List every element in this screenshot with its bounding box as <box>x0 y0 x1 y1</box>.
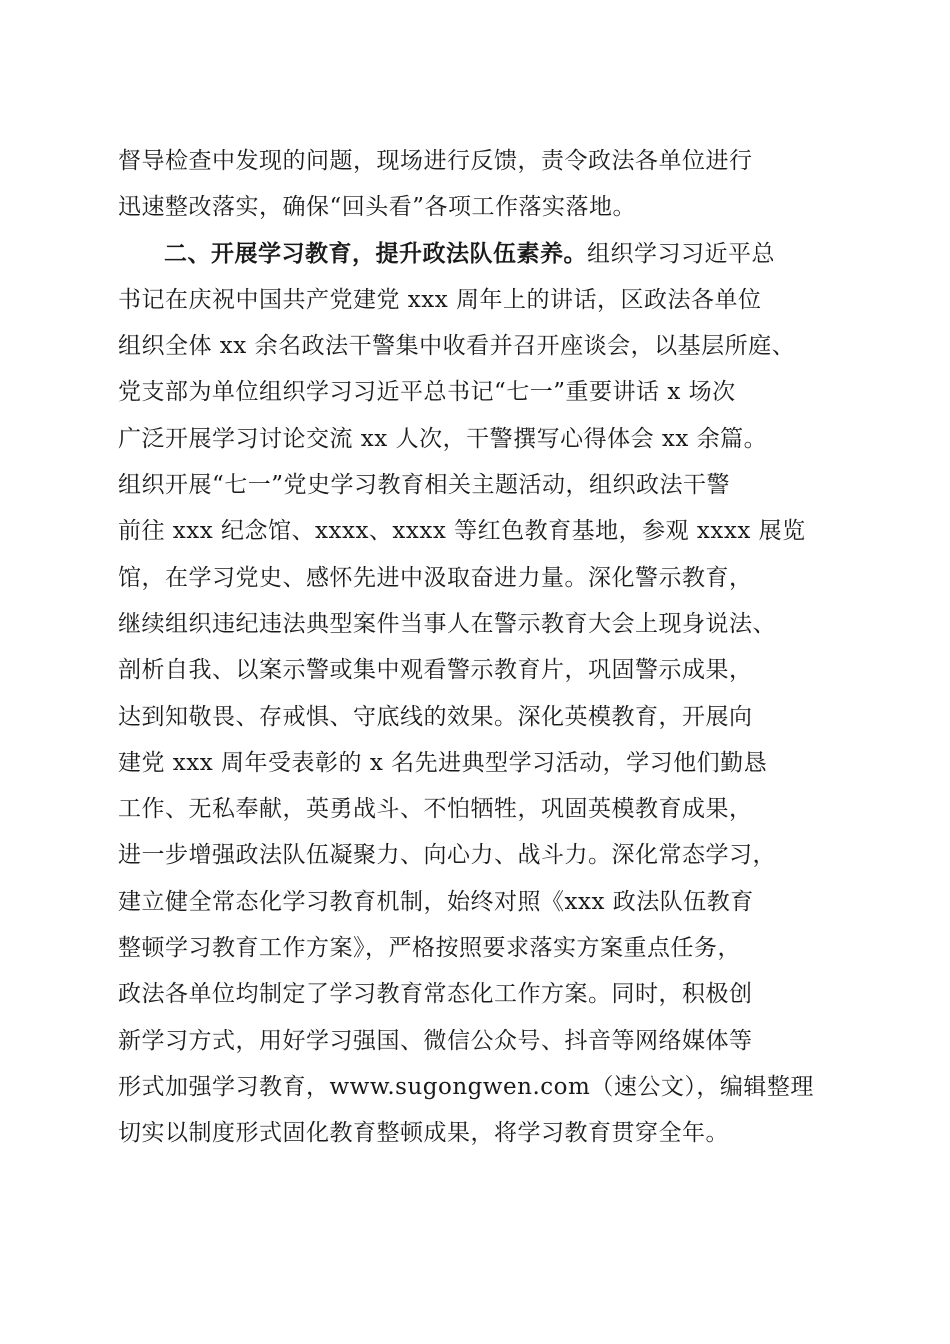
section-first-line <box>118 231 838 277</box>
text-line: 达到知敬畏、存戒惧、守底线的效果。深化英模教育，开展向 <box>118 703 753 730</box>
text-line: 迅速整改落实，确保“回头看”各项工作落实落地。 <box>118 194 637 221</box>
text-line: 形式加强学习教育，www.sugongwen.com（速公文），编辑整理 <box>118 1073 814 1100</box>
text-line: 新学习方式，用好学习强国、微信公众号、抖音等网络媒体等 <box>118 1027 753 1054</box>
text-line: 政法各单位均制定了学习教育常态化工作方案。同时，积极创 <box>118 981 753 1008</box>
text-line: 整顿学习教育工作方案》，严格按照要求落实方案重点任务， <box>118 935 741 962</box>
text-line: 督导检查中发现的问题，现场进行反馈，责令政法各单位进行 <box>118 148 753 174</box>
text-line: 书记在庆祝中国共产党建党 xxx 周年上的讲话，区政法各单位 <box>118 286 762 313</box>
text-line: 馆，在学习党史、感怀先进中汲取奋进力量。深化警示教育， <box>118 564 753 591</box>
text-line: 广泛开展学习讨论交流 xx 人次，干警撰写心得体会 xx 余篇。 <box>118 425 768 452</box>
text-line: 切实以制度形式固化教育整顿成果，将学习教育贯穿全年。 <box>118 1120 729 1147</box>
text-line: 工作、无私奉献，英勇战斗、不怕牺牲，巩固英模教育成果， <box>118 796 753 823</box>
text-line: 剖析自我、以案示警或集中观看警示教育片，巩固警示成果， <box>118 657 753 684</box>
text-line: 前往 xxx 纪念馆、xxxx、xxxx 等红色教育基地，参观 xxxx 展览 <box>118 518 806 545</box>
text-line: 建立健全常态化学习教育机制，始终对照《xxx 政法队伍教育 <box>118 888 754 915</box>
text-line: 组织开展“七一”党史学习教育相关主题活动，组织政法干警 <box>118 472 731 499</box>
text-line: 继续组织违纪违法典型案件当事人在警示教育大会上现身说法、 <box>118 610 776 637</box>
text-line: 党支部为单位组织学习习近平总书记“七一”重要讲话 x 场次 <box>118 379 736 406</box>
section-heading: 二、开展学习教育，提升政法队伍素养。 <box>164 239 587 267</box>
section-first-line-text: 组织学习习近平总 <box>587 240 775 267</box>
document-body <box>118 138 838 1157</box>
text-line: 建党 xxx 周年受表彰的 x 名先进典型学习活动，学习他们勤恳 <box>118 749 768 776</box>
text-line: 组织全体 xx 余名政法干警集中收看并召开座谈会，以基层所庭、 <box>118 333 796 360</box>
text-line: 进一步增强政法队伍凝聚力、向心力、战斗力。深化常态学习， <box>118 842 776 869</box>
